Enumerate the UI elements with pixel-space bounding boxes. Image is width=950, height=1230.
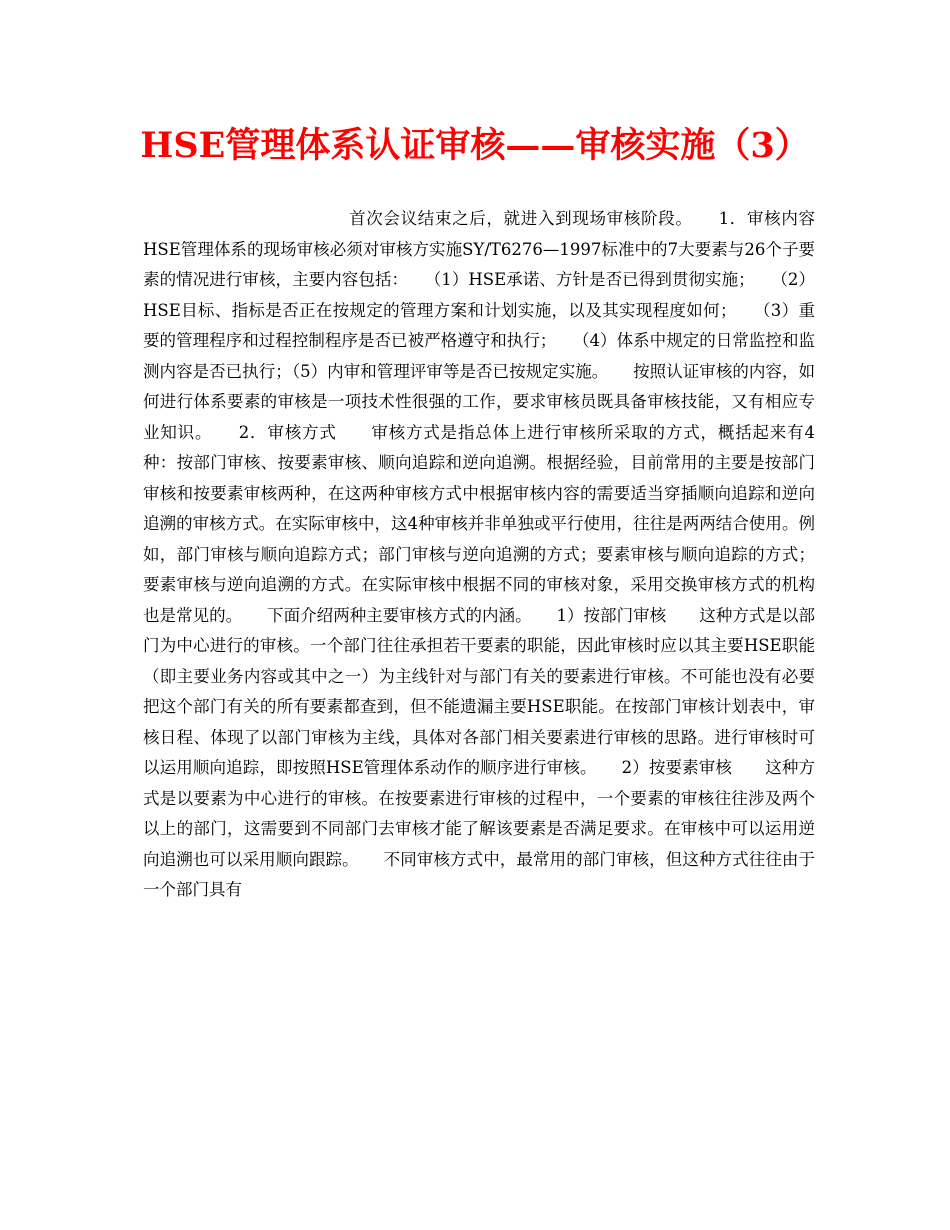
- document-body: 首次会议结束之后，就进入到现场审核阶段。 1．审核内容 HSE管理体系的现场审核必须对审核方实施SY/T6276—1997标准中的7大要素与26个子要素的情况进行审核，主要内容包括： （1）HSE承诺、方针是否已得到贯彻实施； （2）HSE目标、指标是否正在按规定的管理方案和计划实施，以及其实现程度如何； （3）重要的管理程序和过程控制程序是否已被严格遵守和执行； （4）体系中规定的日常监控和监测内容是否已执行；（5）内审和管理评审等是否已按规定实施。 按照认证审核的内容，如何进行体系要素的审核是一项技术性很强的工作，要求审核员既具备审核技能，又有相应专业知识。 2．审核方式 审核方式是指总体上进行审核所采取的方式，概括起来有4种：按部门审核、按要素审核、顺向追踪和逆向追溯。根据经验，目前常用的主要是按部门审核和按要素审核两种，在这两种审核方式中根据审核内容的需要适当穿插顺向追踪和逆向追溯的审核方式。在实际审核中，这4种审核并非单独或平行使用，往往是两两结合使用。例如，部门审核与顺向追踪方式；部门审核与逆向追溯的方式；要素审核与顺向追踪的方式；要素审核与逆向追溯的方式。在实际审核中根据不同的审核对象，采用交换审核方式的机构也是常见的。 下面介绍两种主要审核方式的内涵。 1）按部门审核 这种方式是以部门为中心进行的审核。一个部门往往承担若干要素的职能，因此审核时应以其主要HSE职能（即主要业务内容或其中之一）为主线针对与部门有关的要素进行审核。不可能也没有必要把这个部门有关的所有要素都查到，但不能遗漏主要HSE职能。在按部门审核计划表中，审核日程、体现了以部门审核为主线，具体对各部门相关要素进行审核的思路。进行审核时可以运用顺向追踪，即按照HSE管理体系动作的顺序进行审核。 2）按要素审核 这种方式是以要素为中心进行的审核。在按要素进行审核的过程中，一个要素的审核往往涉及两个以上的部门，这需要到不同部门去审核才能了解该要素是否满足要求。在审核中可以运用逆向追溯也可以采用顺向跟踪。 不同审核方式中，最常用的部门审核，但这种方式往往由于一个部门具有: [143, 209, 848, 899]
- document-title: HSE管理体系认证审核——审核实施（3）: [140, 125, 810, 166]
